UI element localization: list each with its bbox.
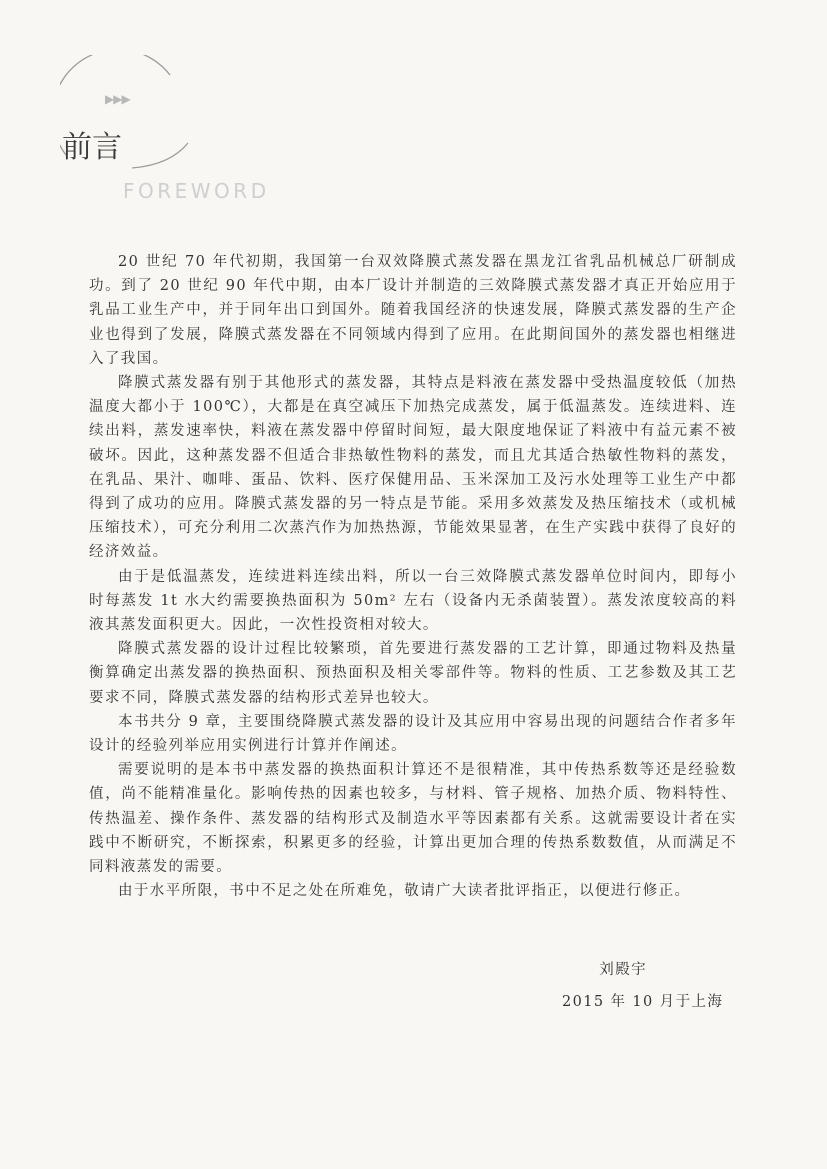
triple-chevron-right-icon: ▶▶▶ (105, 92, 130, 106)
paragraph: 降膜式蒸发器的设计过程比较繁琐，首先要进行蒸发器的工艺计算，即通过物料及热量衡算确定出蒸发器的换热面积、预热面积及相关零部件等。物料的性质、工艺参数及其工艺要求不同，降膜式蒸发器的结构形式差异也较大。 (89, 641, 737, 706)
page-subtitle: FOREWORD (123, 179, 270, 203)
foreword-body (89, 250, 737, 903)
paragraph: 降膜式蒸发器有别于其他形式的蒸发器，其特点是料液在蒸发器中受热温度较低（加热温度大都小于 100℃），大都是在真空减压下加热完成蒸发，属于低温蒸发。连续进料、连续出料，蒸发速率快，料液在蒸发器中停留时间短，最大限度地保证了料液中有益元素不被破坏。因此，这种蒸发器不但适合非热敏性物料的蒸发，而且尤其适合热敏性物料的蒸发，在乳品、果汁、咖啡、蛋品、饮料、医疗保健用品、玉米深加工及污水处理等工业生产中都得到了成功的应用。降膜式蒸发器的另一特点是节能。采用多效蒸发及热压缩技术（或机械压缩技术），可充分利用二次蒸汽作为加热热源，节能效果显著，在生产实践中获得了良好的经济效益。 (89, 375, 737, 561)
paragraph: 本书共分 9 章，主要围绕降膜式蒸发器的设计及其应用中容易出现的问题结合作者多年设计的经验列举应用实例进行计算并作阐述。 (89, 713, 737, 755)
page-title: 前言 (62, 130, 122, 165)
paragraph: 由于水平所限，书中不足之处在所难免，敬请广大读者批评指正，以便进行修正。 (118, 883, 691, 900)
signature-date: 2015 年 10 月于上海 (562, 994, 724, 1010)
paragraph: 20 世纪 70 年代初期，我国第一台双效降膜式蒸发器在黑龙江省乳品机械总厂研制成功。到了 20 世纪 90 年代中期，由本厂设计并制造的三效降膜式蒸发器才真正开始应用于乳品工业生产中，并于同年出口到国外。随着我国经济的快速发展，降膜式蒸发器的生产企业也得到了发展，降膜式蒸发器在不同领域内得到了应用。在此期间国外的蒸发器也相继进入了我国。 (89, 254, 737, 367)
paragraph: 需要说明的是本书中蒸发器的换热面积计算还不是很精准，其中传热系数等还是经验数值，尚不能精准量化。影响传热的因素也较多，与材料、管子规格、加热介质、物料特性、传热温差、操作条件、蒸发器的结构形式及制造水平等因素都有关系。这就需要设计者在实践中不断研究，不断探索，积累更多的经验，计算出更加合理的传热系数数值，从而满足不同料液蒸发的需要。 (89, 762, 737, 876)
paragraph: 由于是低温蒸发，连续进料连续出料，所以一台三效降膜式蒸发器单位时间内，即每小时每蒸发 1t 水大约需要换热面积为 50m² 左右（设备内无杀菌装置）。蒸发浓度较高的料液其蒸发面积更大。因此，一次性投资相对较大。 (89, 568, 737, 634)
author-signature: 刘殿宇 (599, 962, 647, 978)
